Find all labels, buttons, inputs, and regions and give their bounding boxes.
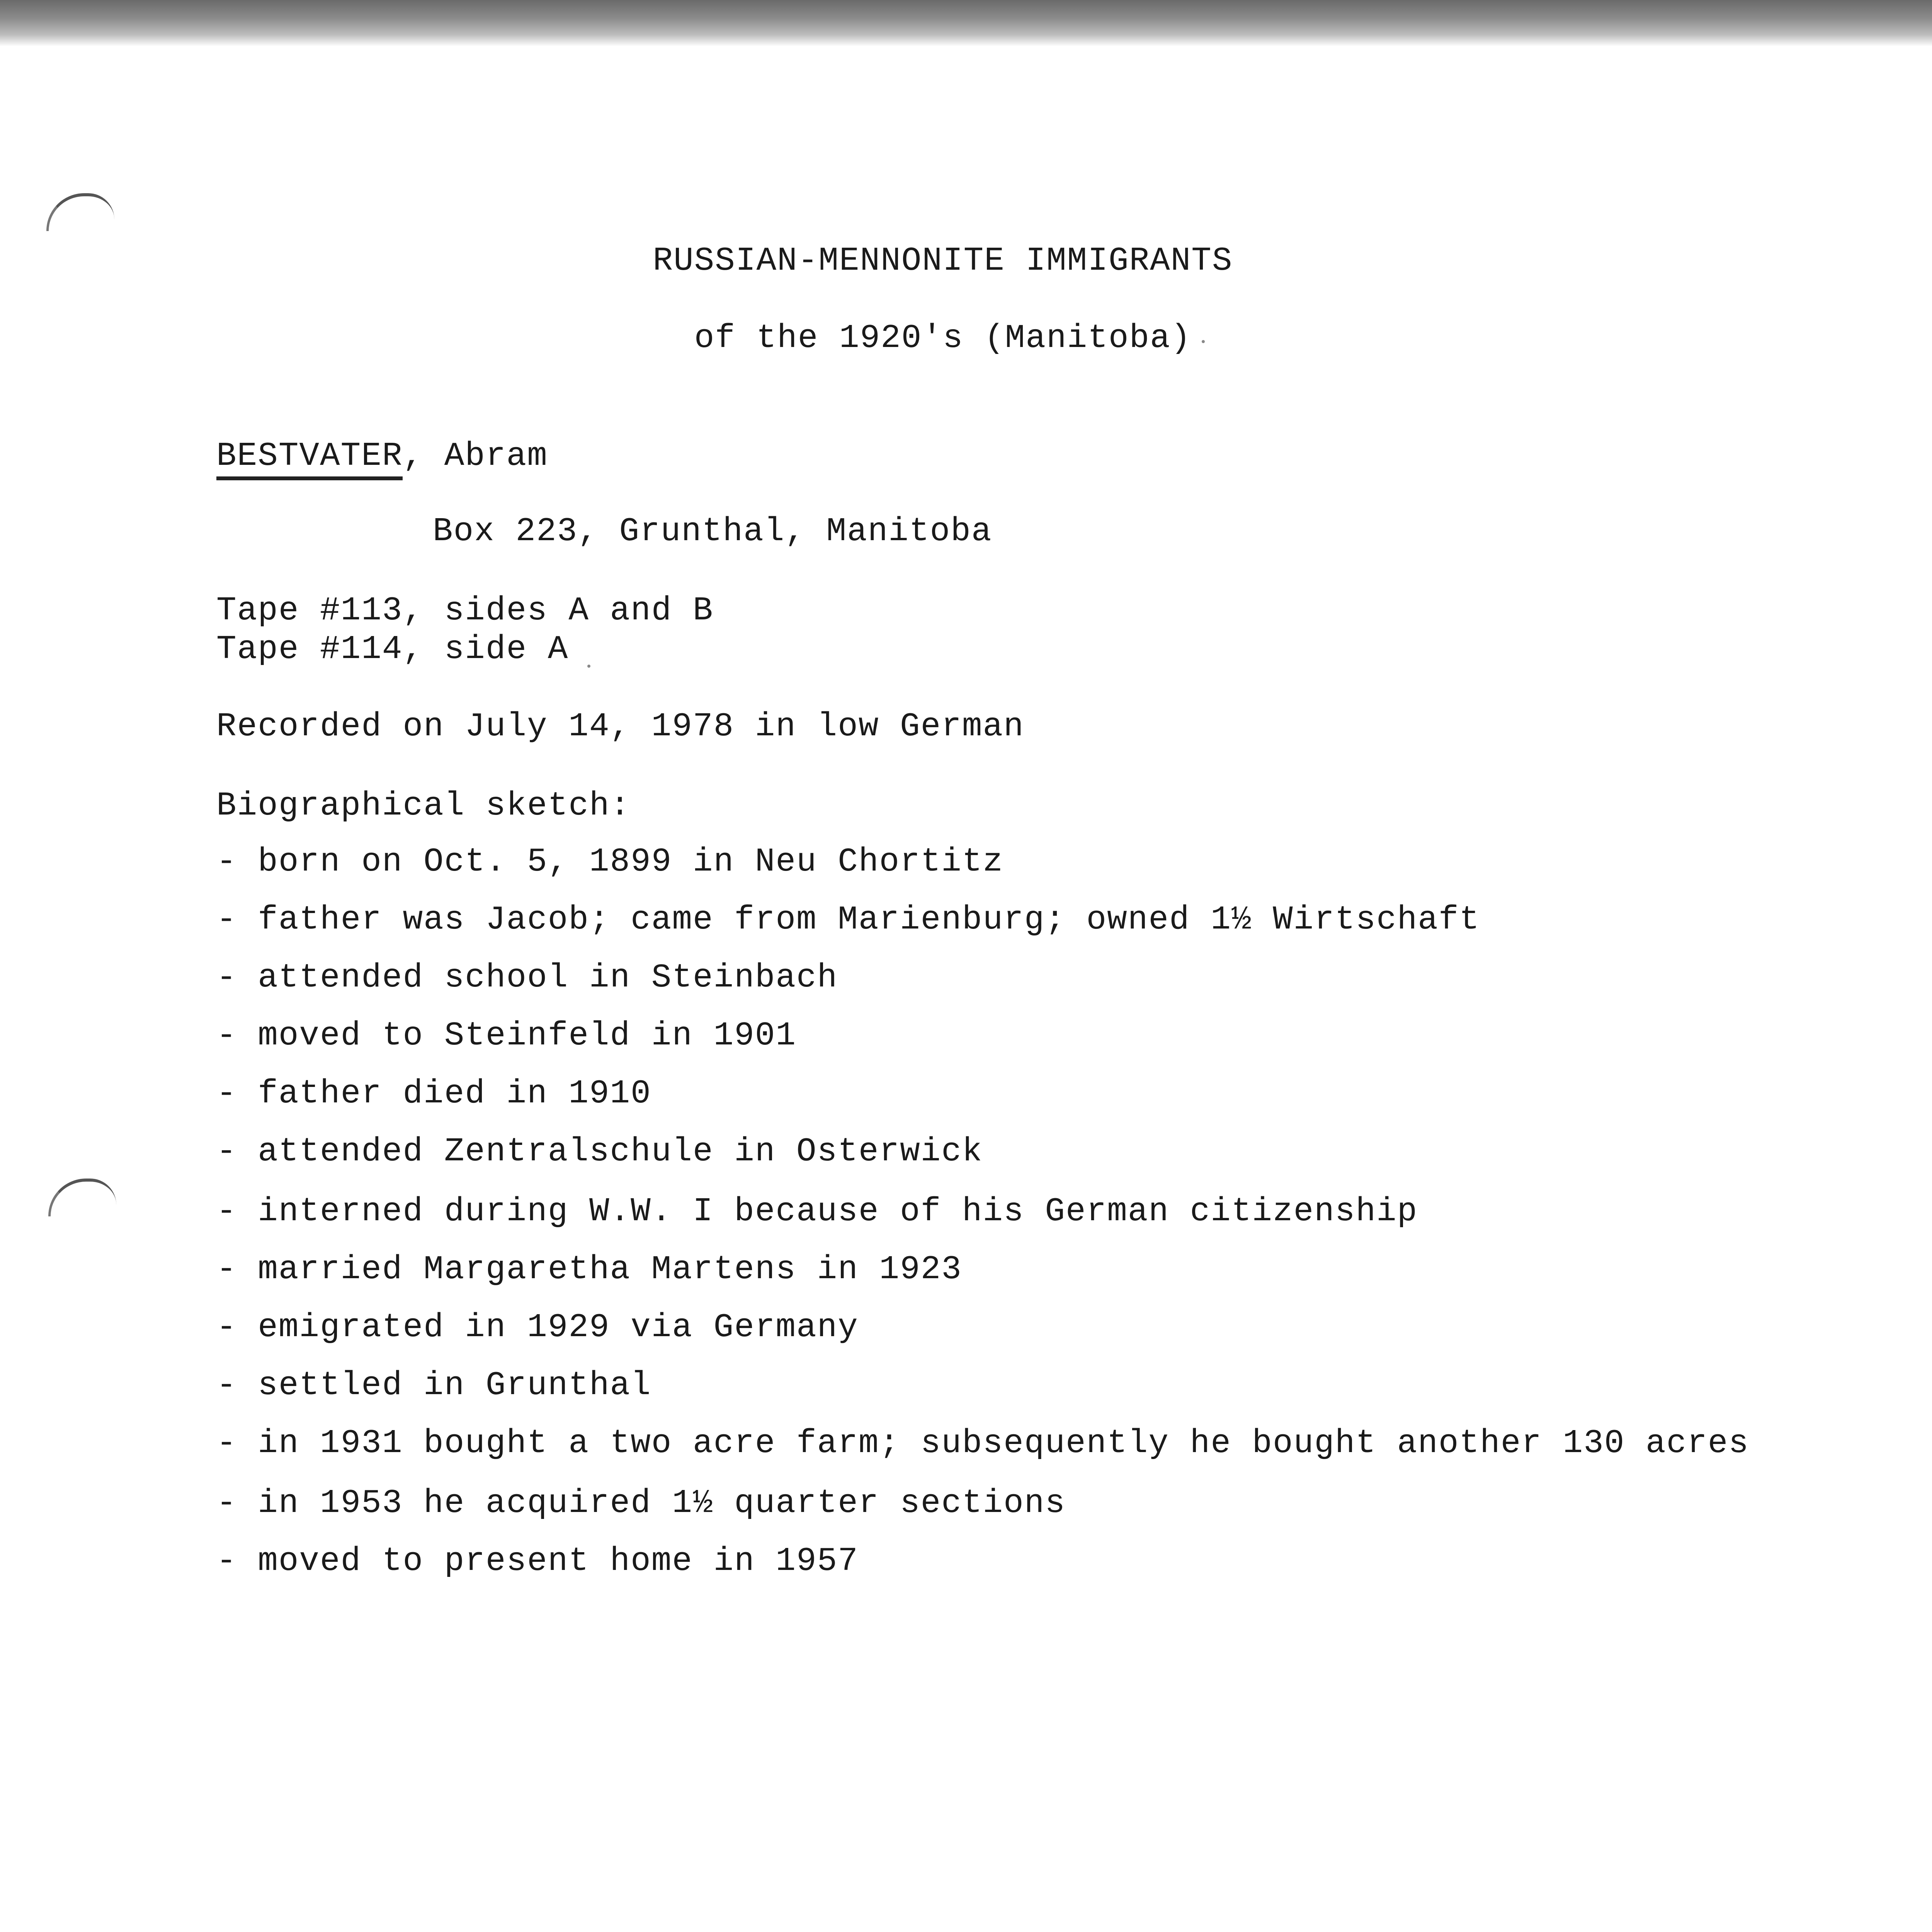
scan-speck bbox=[587, 665, 590, 668]
sketch-item: - father was Jacob; came from Marienburg; owned 1½ Wirtschaft bbox=[216, 901, 1480, 939]
sketch-item: - interned during W.W. I because of his German citizenship bbox=[216, 1192, 1418, 1230]
sketch-item: - attended Zentralschule in Osterwick bbox=[216, 1133, 983, 1170]
scan-top-edge bbox=[0, 0, 1932, 46]
punch-hole-middle bbox=[48, 1179, 116, 1216]
sketch-heading: Biographical sketch: bbox=[216, 787, 631, 825]
recording-info: Recorded on July 14, 1978 in low German bbox=[216, 707, 1024, 745]
sketch-item: - in 1953 he acquired 1½ quarter sections bbox=[216, 1484, 1066, 1522]
surname: BESTVATER bbox=[216, 437, 403, 480]
sketch-item: - father died in 1910 bbox=[216, 1075, 651, 1112]
sketch-item: - attended school in Steinbach bbox=[216, 959, 838, 997]
interviewee-name bbox=[216, 437, 548, 475]
given-name: , Abram bbox=[403, 437, 548, 475]
tape-line: Tape #113, sides A and B bbox=[216, 592, 714, 629]
address: Box 223, Grunthal, Manitoba bbox=[433, 512, 992, 550]
sketch-item: - moved to present home in 1957 bbox=[216, 1542, 859, 1580]
document-title: RUSSIAN-MENNONITE IMMIGRANTS bbox=[653, 242, 1233, 280]
sketch-item: - married Margaretha Martens in 1923 bbox=[216, 1250, 962, 1288]
sketch-item: - born on Oct. 5, 1899 in Neu Chortitz bbox=[216, 843, 1004, 881]
punch-hole-top bbox=[46, 193, 114, 231]
sketch-item: - emigrated in 1929 via Germany bbox=[216, 1308, 859, 1346]
sketch-item: - moved to Steinfeld in 1901 bbox=[216, 1017, 797, 1054]
document-subtitle: of the 1920's (Manitoba) bbox=[694, 319, 1192, 357]
sketch-item: - settled in Grunthal bbox=[216, 1366, 651, 1404]
sketch-item: - in 1931 bought a two acre farm; subsequently he bought another 130 acres bbox=[216, 1424, 1750, 1462]
tape-line: Tape #114, side A bbox=[216, 630, 569, 668]
